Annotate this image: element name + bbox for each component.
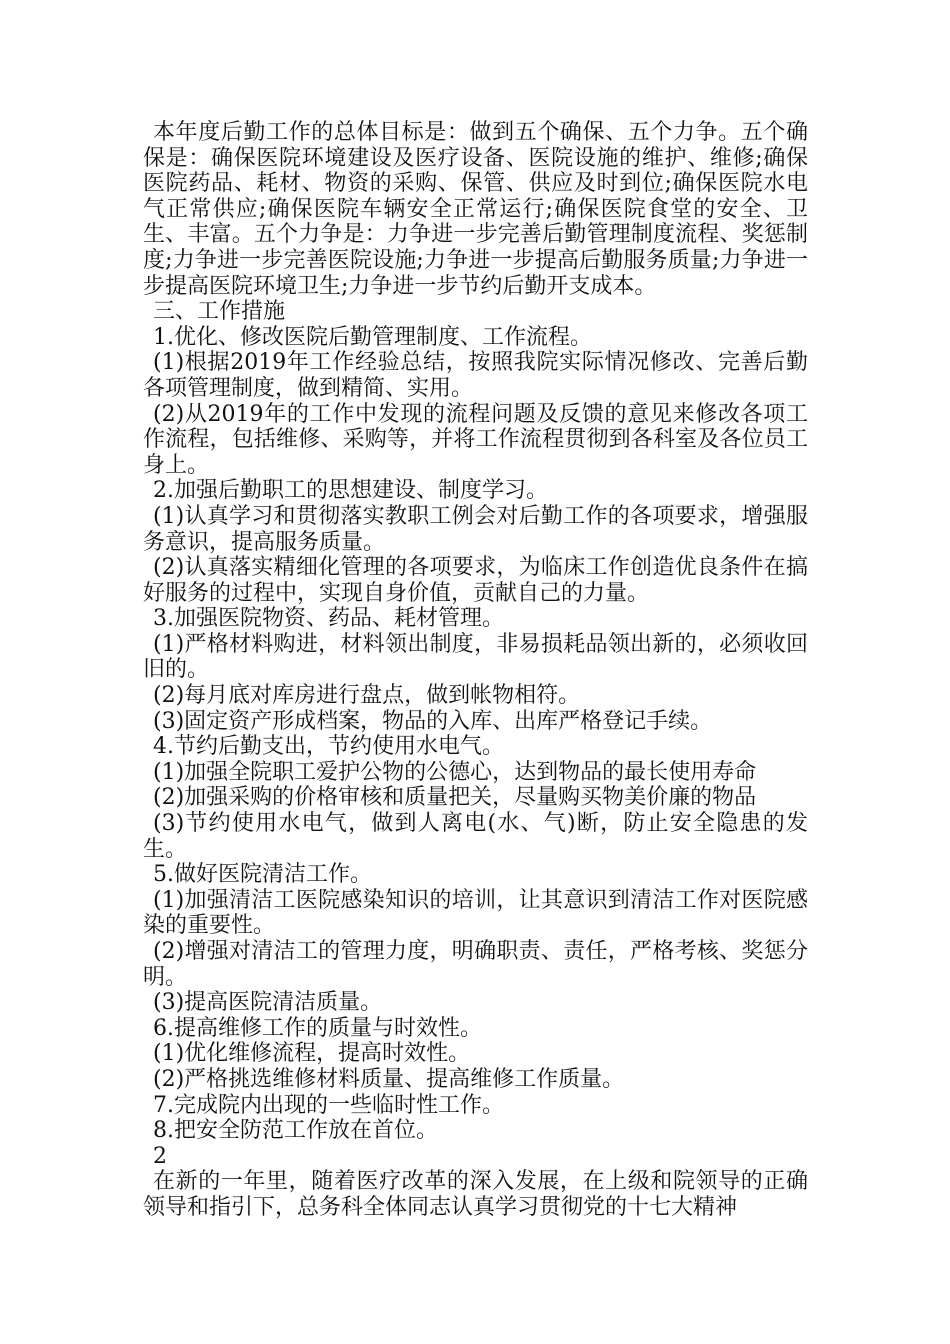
item-3-heading: 3.加强医院物资、药品、耗材管理。 <box>153 606 504 632</box>
item-2-heading: 2.加强后勤职工的思想建设、制度学习。 <box>153 478 548 504</box>
item-5-sub-3: (3)提高医院清洁质量。 <box>153 990 383 1016</box>
item-1-heading: 1.优化、修改医院后勤管理制度、工作流程。 <box>153 324 592 350</box>
item-7-heading: 7.完成院内出现的一些临时性工作。 <box>153 1092 504 1118</box>
item-2-sub-2: (2)认真落实精细化管理的各项要求，为临床工作创造优良条件在搞好服务的过程中，实现自身价值，贡献自己的力量。 <box>143 555 808 606</box>
item-4-sub-3: (3)节约使用水电气，做到人离电(水、气)断，防止安全隐患的发生。 <box>143 811 808 862</box>
item-4-sub-1: (1)加强全院职工爱护公物的公德心，达到物品的最长使用寿命 <box>153 759 757 785</box>
item-4-sub-2: (2)加强采购的价格审核和质量把关，尽量购买物美价廉的物品 <box>153 785 757 811</box>
goal-paragraph: 本年度后勤工作的总体目标是：做到五个确保、五个力争。五个确保是：确保医院环境建设及医疗设备、医院设施的维护、维修;确保医院药品、耗材、物资的采购、保管、供应及时到位;确保医院水电气正常供应;确保医院车辆安全正常运行;确保医院食堂的安全、卫生、丰富。五个力争是：力争进一步完善后勤管理制度流程、奖惩制度;力争进一步完善医院设施;力争进一步提高后勤服务质量;力争进一步提高医院环境卫生;力争进一步节约后勤开支成本。 <box>143 120 808 299</box>
item-5-sub-1: (1)加强清洁工医院感染知识的培训，让其意识到清洁工作对医院感染的重要性。 <box>143 887 808 939</box>
item-6-heading: 6.提高维修工作的质量与时效性。 <box>153 1015 482 1041</box>
item-4-heading: 4.节约后勤支出，节约使用水电气。 <box>153 734 504 760</box>
item-3-sub-2: (2)每月底对库房进行盘点，做到帐物相符。 <box>153 683 581 709</box>
closing-paragraph: 在新的一年里，随着医疗改革的深入发展，在上级和院领导的正确领导和指引下，总务科全体同志认真学习贯彻党的十七大精神 <box>143 1169 808 1220</box>
item-1-sub-1: (1)根据2019年工作经验总结，按照我院实际情况修改、完善后勤各项管理制度，做到精简、实用。 <box>143 350 808 401</box>
item-1-sub-2: (2)从2019年的工作中发现的流程问题及反馈的意见来修改各项工作流程，包括维修、采购等，并将工作流程贯彻到各科室及各位员工身上。 <box>143 401 808 478</box>
item-8-heading: 8.把安全防范工作放在首位。 <box>153 1118 438 1144</box>
item-2-sub-1: (1)认真学习和贯彻落实教职工例会对后勤工作的各项要求，增强服务意识，提高服务质量。 <box>143 503 808 555</box>
item-6-sub-2: (2)严格挑选维修材料质量、提高维修工作质量。 <box>153 1066 625 1092</box>
item-3-sub-3: (3)固定资产形成档案，物品的入库、出库严格登记手续。 <box>153 708 713 734</box>
item-6-sub-1: (1)优化维修流程，提高时效性。 <box>153 1041 471 1067</box>
item-5-sub-2: (2)增强对清洁工的管理力度，明确职责、责任，严格考核、奖惩分明。 <box>143 939 808 990</box>
section-heading-measures: 三、工作措施 <box>153 299 286 325</box>
section-number: 2 <box>153 1143 167 1169</box>
document-page <box>143 120 808 1221</box>
item-3-sub-1: (1)严格材料购进，材料领出制度，非易损耗品领出新的，必须收回旧的。 <box>143 631 808 683</box>
item-5-heading: 5.做好医院清洁工作。 <box>153 862 372 888</box>
